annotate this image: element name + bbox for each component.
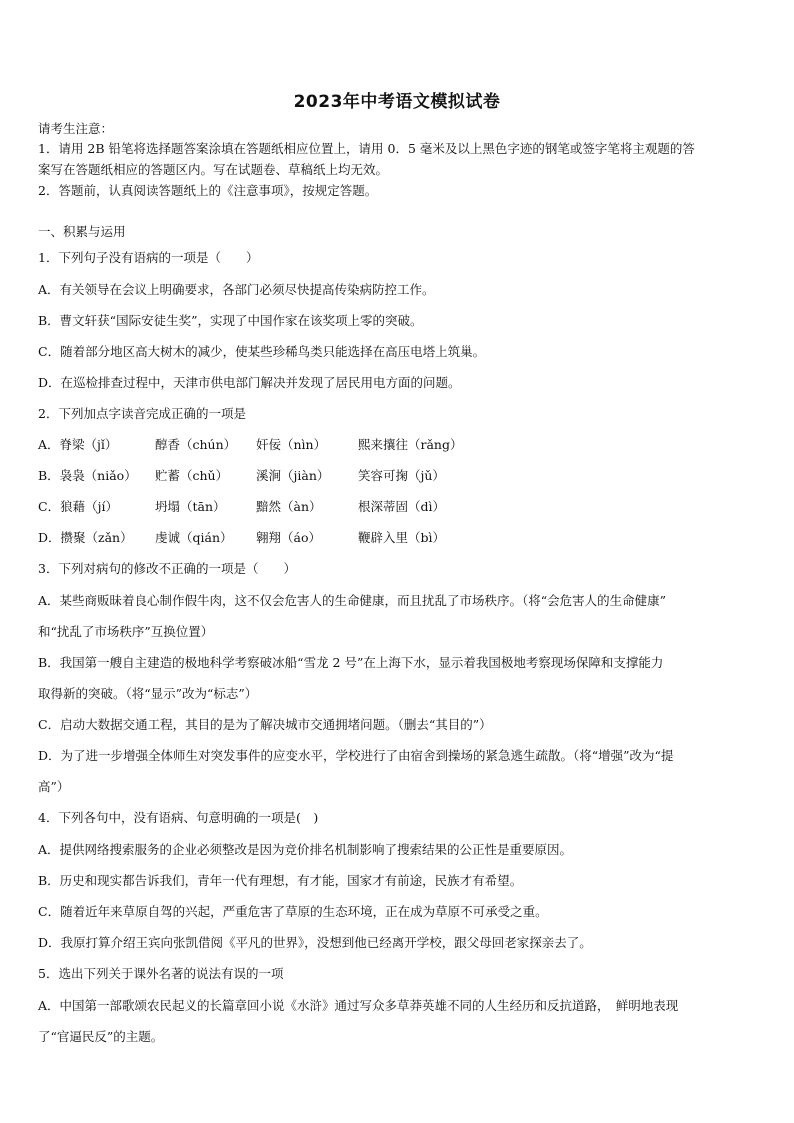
pinyin-item: 鞭辟入里（bì）: [358, 530, 445, 545]
question-3-option-d-line-2: 高”）: [38, 779, 70, 794]
question-4-option-c: C．随着近年来草原自驾的兴起，严重危害了草原的生态环境，正在成为草原不可承受之重。: [38, 904, 548, 919]
pinyin-item: D．攒聚（zǎn）: [38, 530, 133, 545]
pinyin-item: 熙来攘往（rǎng）: [358, 437, 463, 452]
question-1-option-b: B．曹文轩获“国际安徒生奖”，实现了中国作家在该奖项上零的突破。: [38, 313, 423, 328]
question-3-stem: 3．下列对病句的修改不正确的一项是（ ）: [38, 561, 296, 576]
pinyin-item: B．袅袅（niǎo）: [38, 468, 137, 483]
pinyin-item: 奸佞（nìn）: [256, 437, 327, 452]
question-4-option-d: D．我原打算介绍王宾向张凯借阅《平凡的世界》，没想到他已经离开学校，跟父母回老家探亲去了。: [38, 935, 592, 950]
section-heading: 一、积累与运用: [38, 224, 126, 239]
notice-item-1-line-1: 1．请用 2B 铅笔将选择题答案涂填在答题纸相应位置上，请用 0．5 毫米及以上黑色字迹的钢笔或签字笔将主观题的答: [38, 141, 695, 156]
question-5-option-a-line-1: A．中国第一部歌颂农民起义的长篇章回小说《水浒》通过写众多草莽英雄不同的人生经历和反抗道路， 鲜明地表现: [38, 998, 679, 1013]
pinyin-item: 醇香（chún）: [155, 437, 237, 452]
question-5-option-a-line-2: 了“官逼民反”的主题。: [38, 1029, 164, 1044]
notice-heading: 请考生注意：: [38, 121, 114, 136]
question-2-stem: 2．下列加点字读音完成正确的一项是: [38, 406, 246, 421]
question-1-option-a: A．有关领导在会议上明确要求，各部门必须尽快提高传染病防控工作。: [38, 282, 435, 297]
notice-item-2: 2．答题前，认真阅读答题纸上的《注意事项》，按规定答题。: [38, 183, 378, 198]
pinyin-item: A．脊梁（jǐ）: [38, 437, 118, 452]
pinyin-item: C．狼藉（jí）: [38, 499, 118, 514]
question-1-option-d: D．在巡检排查过程中，天津市供电部门解决并发现了居民用电方面的问题。: [38, 375, 461, 390]
pinyin-item: 贮蓄（chǔ）: [155, 468, 229, 483]
question-3-option-a-line-1: A．某些商贩昧着良心制作假牛肉，这不仅会危害人的生命健康，而且扰乱了市场秩序。（将“会危害人的生命健康”: [38, 593, 667, 608]
pinyin-item: 坍塌（tān）: [155, 499, 226, 514]
question-3-option-b-line-2: 取得新的突破。（将“显示”改为“标志”）: [38, 686, 258, 701]
question-1-option-c: C．随着部分地区高大树木的减少，使某些珍稀鸟类只能选择在高压电塔上筑巢。: [38, 344, 486, 359]
question-4-option-b: B．历史和现实都告诉我们，青年一代有理想，有才能，国家才有前途，民族才有希望。: [38, 873, 523, 888]
question-5-stem: 5．选出下列关于课外名著的说法有误的一项: [38, 966, 284, 981]
pinyin-item: 根深蒂固（dì）: [358, 499, 445, 514]
question-4-stem: 4．下列各句中，没有语病、句意明确的一项是( ): [38, 810, 319, 825]
page-title: 2023年中考语文模拟试卷: [293, 92, 501, 112]
pinyin-item: 虔诚（qián）: [155, 530, 233, 545]
question-1-stem: 1．下列句子没有语病的一项是（ ）: [38, 250, 259, 265]
pinyin-item: 翱翔（áo）: [256, 530, 321, 545]
question-3-option-d-line-1: D．为了进一步增强全体师生对突发事件的应变水平，学校进行了由宿舍到操场的紧急逃生疏散。（将“增强”改为“提: [38, 748, 674, 763]
pinyin-item: 溪涧（jiàn）: [256, 468, 330, 483]
question-3-option-c: C．启动大数据交通工程，其目的是为了解决城市交通拥堵问题。（删去“其目的”）: [38, 717, 492, 732]
question-3-option-a-line-2: 和“扰乱了市场秩序”互换位置）: [38, 624, 214, 639]
pinyin-item: 笑容可掬（jǔ）: [358, 468, 445, 483]
notice-item-1-line-2: 案写在答题纸相应的答题区内。写在试题卷、草稿纸上均无效。: [38, 162, 389, 177]
question-3-option-b-line-1: B．我国第一艘自主建造的极地科学考察破冰船“雪龙 2 号”在上海下水，显示着我国极地考察现场保障和支撑能力: [38, 655, 664, 670]
pinyin-item: 黯然（àn）: [256, 499, 322, 514]
question-4-option-a: A．提供网络搜索服务的企业必须整改是因为竞价排名机制影响了搜索结果的公正性是重要原因。: [38, 842, 573, 857]
